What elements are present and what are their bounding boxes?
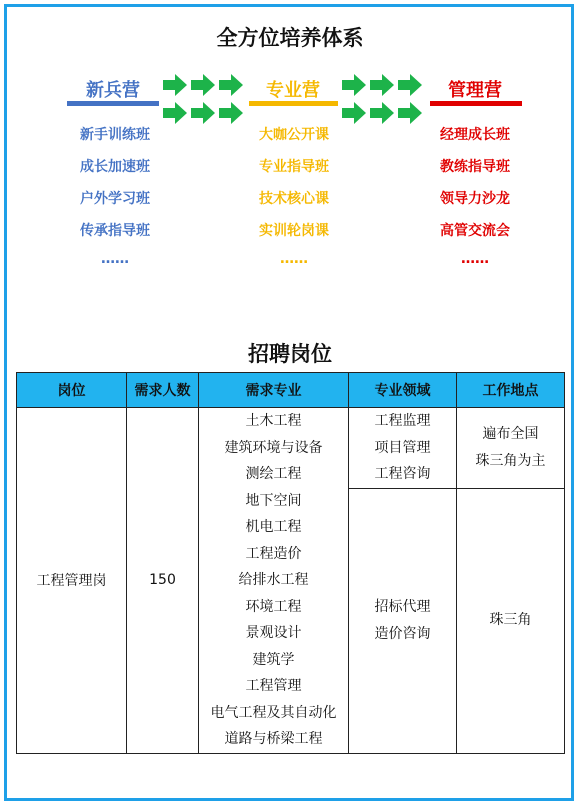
camp-item: 技术核心课 (259, 191, 329, 207)
cell-fields-2 (349, 488, 457, 753)
camp-item: 大咖公开课 (259, 127, 329, 143)
header-location: 工作地点 (457, 373, 565, 408)
recruit-title: 招聘岗位 (248, 342, 332, 366)
field-item: 工程咨询 (374, 466, 431, 483)
camp-title-recruit: 新兵营 (86, 80, 140, 101)
cell-position: 工程管理岗 (17, 408, 127, 754)
arrow-right-icon (219, 74, 243, 96)
header-fields: 专业领域 (349, 373, 457, 408)
camp-item: 领导力沙龙 (440, 191, 510, 207)
major-item: 建筑环境与设备 (224, 439, 323, 456)
major-item: 景观设计 (245, 625, 302, 641)
arrow-right-icon (370, 74, 394, 96)
camp-title-management: 管理营 (448, 80, 502, 101)
camp-item: 户外学习班 (80, 191, 150, 207)
arrow-right-icon (342, 74, 366, 96)
major-item: 土木工程 (245, 413, 302, 429)
arrow-right-icon (342, 102, 366, 124)
cell-count: 150 (127, 408, 199, 754)
camp-item: 专业指导班 (259, 159, 329, 175)
major-item: 工程管理 (245, 678, 302, 694)
major-item: 地下空间 (245, 492, 302, 509)
major-item: 道路与桥梁工程 (224, 731, 323, 747)
camp-underline-management (430, 101, 522, 106)
camp-item: 经理成长班 (440, 127, 510, 143)
camp-underline-recruit (67, 101, 159, 106)
field-item: 工程监理 (374, 413, 431, 430)
major-item: 电气工程及其自动化 (210, 704, 337, 721)
camp-item: 传承指导班 (80, 223, 150, 239)
camp-item-ellipsis: …… (280, 251, 308, 267)
field-item: 招标代理 (374, 599, 431, 616)
major-item: 环境工程 (245, 598, 302, 615)
camp-item-ellipsis: …… (101, 251, 129, 267)
field-item: 造价咨询 (374, 625, 431, 642)
arrow-right-icon (398, 102, 422, 124)
cell-location-1 (457, 408, 565, 489)
camp-item: 教练指导班 (440, 159, 510, 175)
arrow-right-icon (191, 102, 215, 124)
location-item: 遍布全国 (482, 426, 539, 443)
location-item: 珠三角为主 (475, 452, 546, 469)
camp-item: 高管交流会 (440, 223, 510, 239)
field-item: 项目管理 (374, 439, 431, 456)
arrow-right-icon (191, 74, 215, 96)
jobs-table (16, 372, 565, 754)
table-header-row (17, 373, 565, 408)
major-item: 测绘工程 (245, 466, 302, 482)
major-item: 给排水工程 (238, 572, 309, 588)
major-item: 建筑学 (252, 651, 295, 668)
page-title: 全方位培养体系 (216, 26, 364, 50)
header-majors: 需求专业 (199, 373, 349, 408)
header-count: 需求人数 (127, 373, 199, 408)
major-item: 工程造价 (245, 545, 302, 562)
camp-underline-professional (249, 101, 338, 106)
arrow-right-icon (163, 74, 187, 96)
location-item: 珠三角 (489, 612, 532, 629)
cell-location-2 (457, 488, 565, 753)
camp-item: 新手训练班 (80, 127, 150, 143)
camp-item-ellipsis: …… (461, 251, 489, 267)
camp-item: 实训轮岗课 (259, 223, 329, 239)
arrow-right-icon (163, 102, 187, 124)
arrow-right-icon (219, 102, 243, 124)
table-row (17, 408, 565, 489)
camp-title-professional: 专业营 (266, 80, 320, 101)
arrow-right-icon (370, 102, 394, 124)
major-item: 机电工程 (245, 519, 302, 535)
camp-item: 成长加速班 (80, 159, 150, 175)
arrow-right-icon (398, 74, 422, 96)
cell-fields-1 (349, 408, 457, 489)
header-position: 岗位 (17, 373, 127, 408)
cell-majors (199, 408, 349, 754)
